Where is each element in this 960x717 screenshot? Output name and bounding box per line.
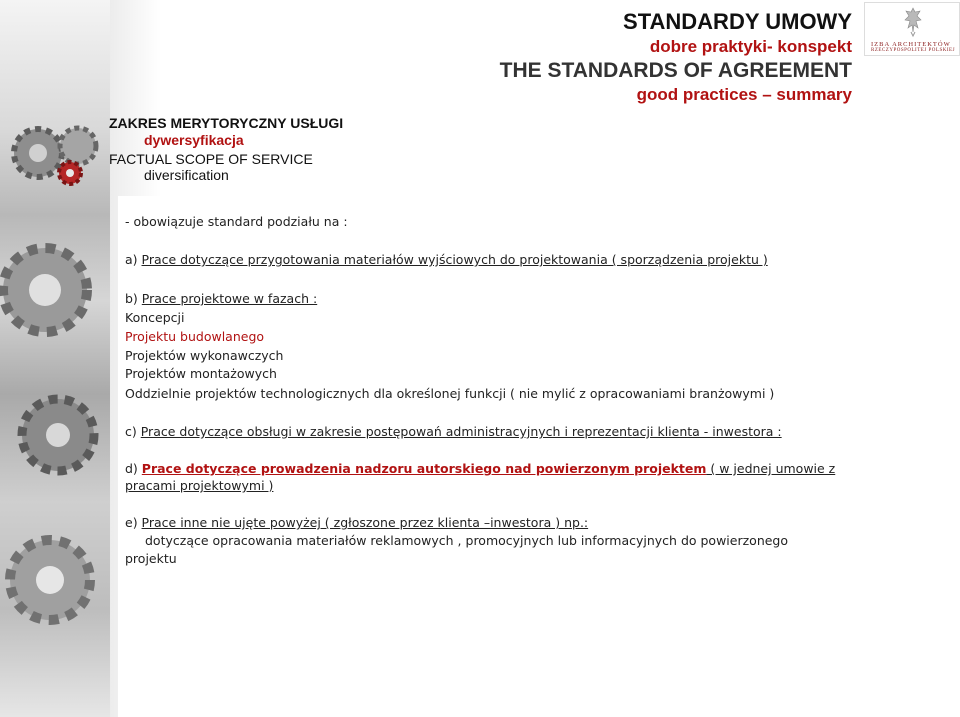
section-title-pl: ZAKRES MERYTORYCZNY USŁUGI bbox=[109, 115, 344, 131]
logo-text-line1: IZBA ARCHITEKTÓW bbox=[871, 41, 951, 48]
item-e-prefix: e) bbox=[125, 515, 142, 530]
item-b-note: Oddzielnie projektów technologicznych dla określonej funkcji ( nie mylić z opracowaniami branżowymi ) bbox=[125, 386, 775, 401]
item-d-line2-text: pracami projektowymi ) bbox=[125, 478, 274, 493]
item-a-text: Prace dotyczące przygotowania materiałów wyjściowych do projektowania ( sporządzenia projektu ) bbox=[141, 252, 768, 267]
item-c-prefix: c) bbox=[125, 424, 141, 439]
item-a bbox=[125, 252, 768, 267]
chamber-of-architects-logo bbox=[864, 2, 960, 56]
item-b-phase: Projektu budowlanego bbox=[125, 329, 265, 344]
intro-line: - obowiązuje standard podziału na : bbox=[125, 214, 348, 229]
item-d-prefix: d) bbox=[125, 461, 142, 476]
item-b-phase: Projektów montażowych bbox=[125, 366, 277, 381]
item-d-text-rest: ( w jednej umowie z bbox=[706, 461, 836, 476]
item-d-line2 bbox=[125, 478, 273, 493]
item-e bbox=[125, 515, 588, 530]
subtitle-pl: dobre praktyki- konspekt bbox=[649, 37, 852, 56]
gear-decoration-icon bbox=[0, 230, 110, 350]
item-b-text: Prace projektowe w fazach : bbox=[141, 291, 318, 306]
section-title-en: FACTUAL SCOPE OF SERVICE bbox=[109, 151, 313, 167]
item-a-prefix: a) bbox=[125, 252, 142, 267]
subtitle-en: good practices – summary bbox=[636, 85, 852, 104]
section-subtitle-pl: dywersyfikacja bbox=[144, 132, 244, 148]
item-e-line2: dotyczące opracowania materiałów reklamowych , promocyjnych lub informacyjnych do powierzonego bbox=[145, 533, 789, 548]
title-pl: STANDARDY UMOWY bbox=[623, 9, 852, 34]
logo-text-line2: RZECZYPOSPOLITEJ POLSKIEJ bbox=[871, 48, 956, 53]
gear-decoration-icon bbox=[10, 380, 110, 490]
section-subtitle-en: diversification bbox=[144, 167, 229, 183]
decorative-gear-strip bbox=[0, 0, 110, 717]
item-b-phase: Projektów wykonawczych bbox=[125, 348, 284, 363]
item-e-line3: projektu bbox=[125, 551, 177, 566]
content-area bbox=[118, 196, 960, 717]
item-e-text: Prace inne nie ujęte powyżej ( zgłoszone przez klienta –inwestora ) np.: bbox=[141, 515, 589, 530]
item-d bbox=[125, 461, 835, 476]
eagle-emblem-icon bbox=[903, 6, 923, 38]
gear-decoration-icon bbox=[0, 520, 110, 640]
item-b bbox=[125, 291, 317, 306]
gear-decoration-icon bbox=[8, 118, 103, 193]
item-c bbox=[125, 424, 782, 439]
item-b-prefix: b) bbox=[125, 291, 142, 306]
item-d-text-highlight: Prace dotyczące prowadzenia nadzoru autorskiego nad powierzonym projektem bbox=[141, 461, 707, 476]
item-b-phase: Koncepcji bbox=[125, 310, 185, 325]
item-c-text: Prace dotyczące obsługi w zakresie postępowań administracyjnych i reprezentacji klienta - inwestora : bbox=[140, 424, 782, 439]
title-en: THE STANDARDS OF AGREEMENT bbox=[499, 59, 852, 82]
